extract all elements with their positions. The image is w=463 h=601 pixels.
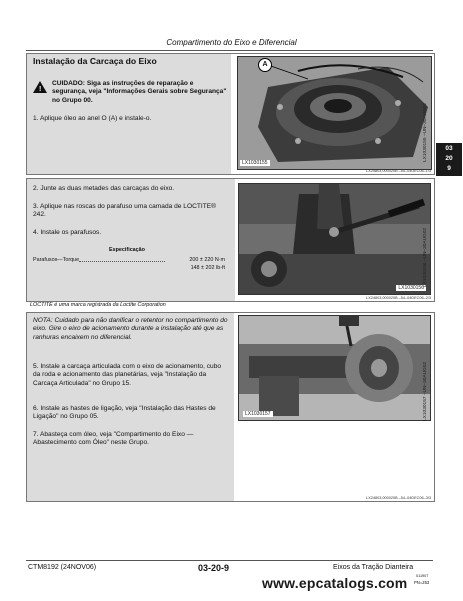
section-tab [436,143,462,176]
step-7: 7. Abasteça com óleo, veja "Compartimento do Eixo — Abastecimento com Óleo" neste Grupo. [33,431,194,447]
footer-page-number: 03-20-9 [198,563,230,573]
photo-articulated-housing [238,315,431,421]
note-block [33,317,228,342]
footer-chapter-title: Eixos da Tração Dianteira [333,564,414,571]
spec-title: Especificação [109,247,145,253]
spec-value-nm: 200 ± 220 N·m [189,257,225,263]
note-text: Cuidado para não danificar o retentor no compartimento do eixo. Gire o eixo de acionamento durante a instalação até que as ranhuras encaixem no diferencial. [33,317,228,341]
photo-id: LX1030156 [398,285,424,291]
axle-housing-illustration [238,57,431,169]
spec-label: Parafusos—Torque [33,257,80,263]
callout-a: A [258,58,272,72]
loctite-footnote: LOCTITE é uma marca registrada da Loctite Corporation [30,302,166,308]
tab-line-1: 03 [445,145,453,152]
caution-text: Siga as instruções de reparação e segurança, veja "Informações Gerais sobre Segurança" no Grupo 00. [52,80,227,104]
step-4: 4. Instale os parafusos. [33,229,102,236]
step-3: 3. Aplique nas roscas do parafuso uma camada de LOCTITE® 242. [33,203,216,219]
reference-line: LX24803,000020B –54–04DEC06–2/3 [366,296,431,300]
photo-bolt-torque [238,183,431,295]
footer-manual-id: CTM8192 (24NOV06) [28,564,97,571]
photo-id: LX1030157 [245,411,271,417]
step-6: 6. Instale as hastes de ligação, veja "Instalação das Hastes de Ligação" no Grupo 05. [33,405,216,421]
panel-final-steps [26,312,435,502]
photo-vertical-code: LX1030156 –UN–30AUG02 [423,227,428,287]
caution-block [52,80,227,105]
footer-rule [26,560,433,561]
header-rule [26,50,433,51]
step-1: 1. Aplique óleo ao anel O (A) e instale-o. [33,115,152,122]
photo-id: LX1030155 [242,160,268,166]
warning-exclamation: ! [39,86,42,93]
bolt-torque-illustration [239,184,430,294]
photo-vertical-code: LX1030157 –UN–30AUG02 [423,361,428,421]
tab-line-2: 20 [445,155,453,162]
section-heading: Instalação da Carcaça do Eixo [33,56,157,66]
step-2: 2. Junte as duas metades das carcaças do eixo. [33,185,175,192]
section-header-title: Compartimento do Eixo e Diferencial [166,38,297,47]
footer-small-code: 011907 [416,574,429,578]
panel-axle-housing-install [26,53,435,175]
text-column-shade [27,54,231,174]
step-5: 5. Instale a carcaça articulada com o eixo de acionamento, cubo da roda e acionamento das planetárias, veja "Instalação da Carcaça Articulada" no Grupo 15. [33,363,222,387]
reference-line: LX24803,000020B –54–04DEC06–1/3 [366,169,431,173]
tab-line-3: 9 [447,165,451,172]
footer-page-code: PN=253 [414,580,430,585]
text-column-shade [27,179,235,301]
articulated-housing-illustration [239,316,430,420]
caution-label: CUIDADO: [52,80,85,87]
photo-axle-housing [237,56,432,170]
photo-vertical-code: LX1030155 –UN–30AUG02 [423,102,428,162]
spec-value-lbft: 148 ± 202 lb-ft [190,265,225,271]
note-label: NOTA: [33,317,53,324]
reference-line: LX24803,000020B –54–04DEC06–3/3 [366,496,431,500]
spec-leader-dots [79,261,165,262]
watermark-text: www.epcatalogs.com [262,575,408,591]
panel-join-housings [26,178,435,302]
